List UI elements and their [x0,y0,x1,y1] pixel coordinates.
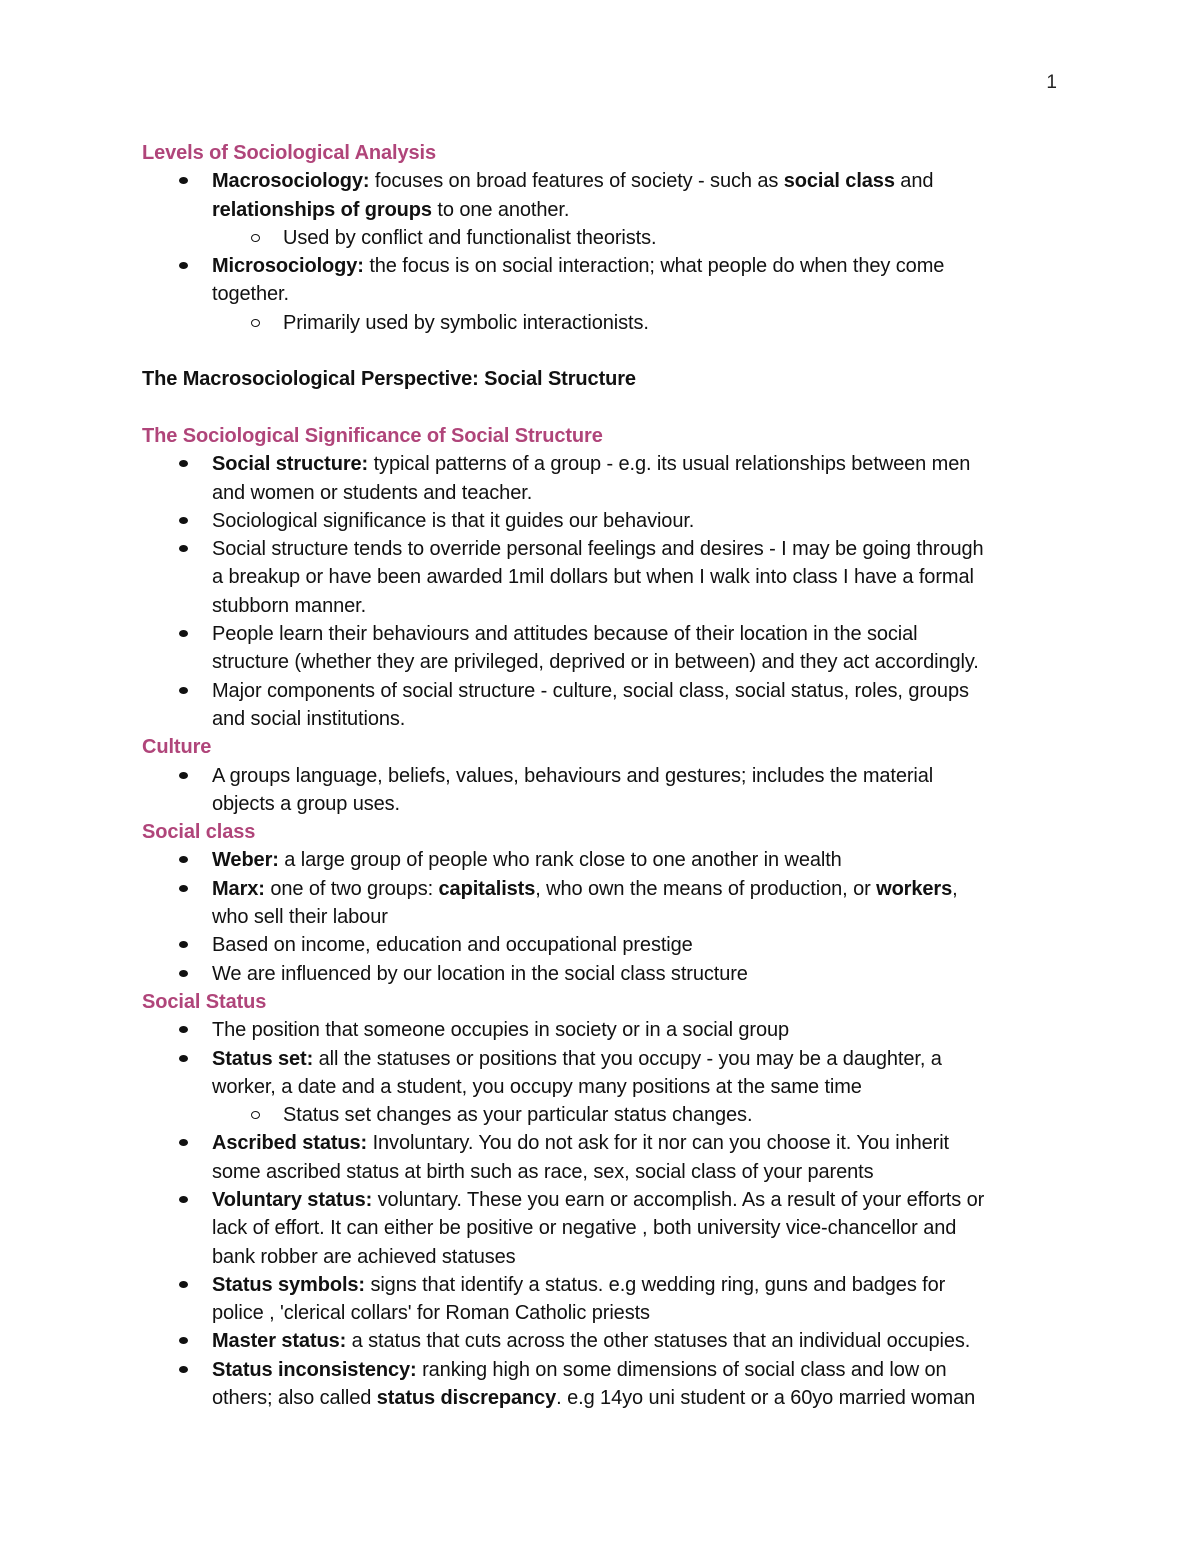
list-item-continuation: who sell their labour [212,906,388,929]
list-item-continuation: worker, a date and a student, you occupy many positions at the same time [212,1075,862,1098]
bullet-icon [179,1139,188,1146]
sub-list-item: Used by conflict and functionalist theorists. [142,224,1062,252]
list-item-continuation: lack of effort. It can either be positive or negative , both university vice-chancellor and [212,1217,957,1240]
circle-bullet-icon [251,234,260,242]
heading-macro-perspective: The Macrosociological Perspective: Social Structure [142,368,636,391]
list-item-continuation: police , 'clerical collars' for Roman Catholic priests [212,1302,650,1325]
bullet-icon [179,1055,188,1062]
list-item: People learn their behaviours and attitudes because of their location in the social [142,620,1062,648]
bullet-icon [179,630,188,637]
bullet-icon [179,1366,188,1373]
list-item: Major components of social structure - culture, social class, social status, roles, groups [142,677,1062,705]
list-item-continuation: bank robber are achieved statuses [212,1245,516,1268]
list-item: The position that someone occupies in society or in a social group [142,1016,1062,1044]
bullet-icon [179,772,188,779]
bullet-icon [179,1196,188,1203]
bullet-icon [179,1026,188,1033]
list-item: Voluntary status: voluntary. These you earn or accomplish. As a result of your efforts or [142,1186,1062,1214]
list-item-continuation: some ascribed status at birth such as race, sex, social class of your parents [212,1160,874,1183]
sub-list-item: Primarily used by symbolic interactionists. [142,309,1062,337]
list-item-continuation: and women or students and teacher. [212,481,533,504]
list-item-continuation: structure (whether they are privileged, deprived or in between) and they act accordingly. [212,651,979,674]
list-item: Master status: a status that cuts across the other statuses that an individual occupies. [142,1327,1062,1355]
list-item-continuation: and social institutions. [212,707,406,730]
heading-levels: Levels of Sociological Analysis [142,142,437,164]
bullet-icon [179,941,188,948]
list-item: Status inconsistency: ranking high on some dimensions of social class and low on [142,1356,1062,1384]
heading-significance: The Sociological Significance of Social Structure [142,424,603,447]
bullet-icon [179,687,188,694]
bullet-icon [179,517,188,524]
circle-bullet-icon [251,1111,260,1119]
bullet-icon [179,545,188,552]
list-item: Social structure: typical patterns of a group - e.g. its usual relationships between men [142,450,1062,478]
list-item-continuation: relationships of groups to one another. [212,198,570,221]
bullet-icon [179,856,188,863]
document-body [142,139,1062,1412]
bullet-icon [179,460,188,467]
bullet-icon [179,1281,188,1288]
list-item-continuation: together. [212,283,289,306]
list-item: Macrosociology: focuses on broad features of society - such as social class and [142,167,1062,195]
bullet-icon [179,970,188,977]
bullet-icon [179,1337,188,1344]
bullet-icon [179,885,188,892]
list-item: Microsociology: the focus is on social interaction; what people do when they come [142,252,1062,280]
list-item: Weber: a large group of people who rank close to one another in wealth [142,846,1062,874]
bullet-icon [179,177,188,184]
list-item: Based on income, education and occupational prestige [142,931,1062,959]
list-item: We are influenced by our location in the social class structure [142,960,1062,988]
list-item: Social structure tends to override personal feelings and desires - I may be going through [142,535,1062,563]
sub-list-item: Status set changes as your particular status changes. [142,1101,1062,1129]
circle-bullet-icon [251,319,260,327]
heading-social-status: Social Status [142,990,267,1013]
list-item: Status set: all the statuses or positions that you occupy - you may be a daughter, a [142,1045,1062,1073]
bullet-icon [179,262,188,269]
list-item-continuation: a breakup or have been awarded 1mil dollars but when I walk into class I have a formal [212,566,974,589]
heading-social-class: Social class [142,821,256,844]
list-item: Status symbols: signs that identify a status. e.g wedding ring, guns and badges for [142,1271,1062,1299]
list-item-continuation: stubborn manner. [212,594,367,617]
list-item: Marx: one of two groups: capitalists, who own the means of production, or workers, [142,875,1062,903]
list-item-continuation: others; also called status discrepancy. e.g 14yo uni student or a 60yo married woman [212,1387,976,1410]
list-item: A groups language, beliefs, values, behaviours and gestures; includes the material [142,762,1062,790]
heading-culture: Culture [142,736,212,759]
page-number: 1 [1046,72,1057,93]
list-item: Ascribed status: Involuntary. You do not ask for it nor can you choose it. You inherit [142,1129,1062,1157]
list-item: Sociological significance is that it guides our behaviour. [142,507,1062,535]
list-item-continuation: objects a group uses. [212,792,401,815]
